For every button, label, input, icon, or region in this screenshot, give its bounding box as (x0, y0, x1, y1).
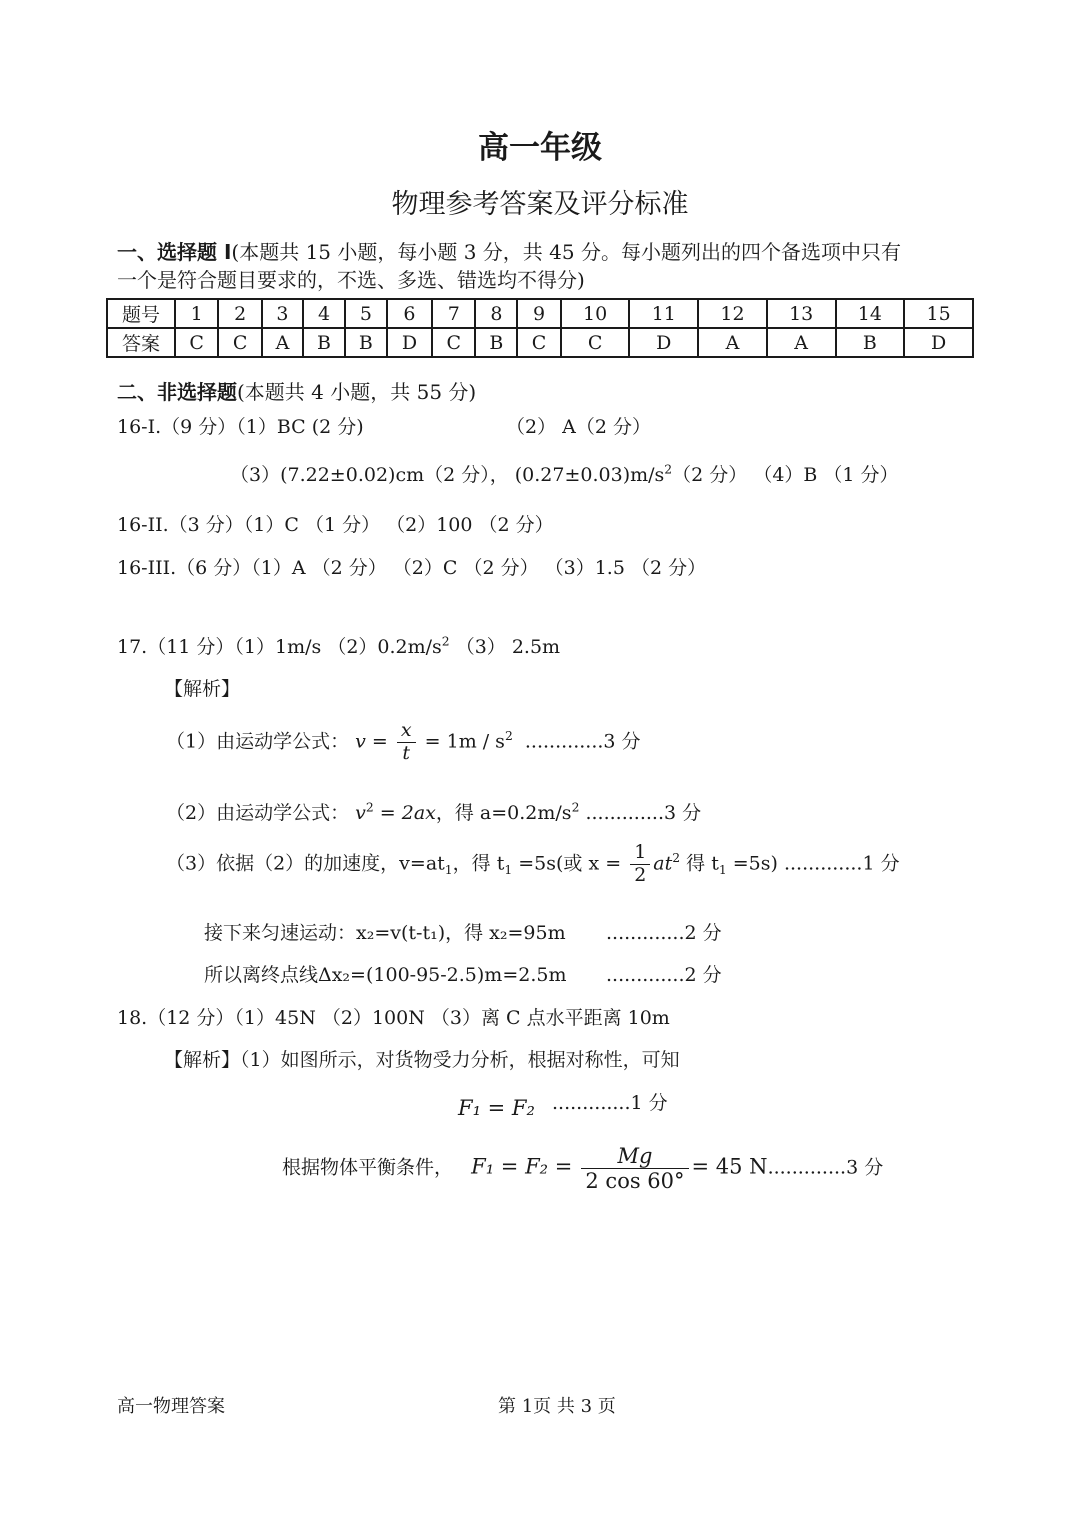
q17-s2-rhs: = 2ax (373, 802, 436, 824)
q17-s1-result: = 1m / s (424, 730, 505, 753)
table-cell: 7 (432, 299, 475, 328)
fraction-numerator: x (397, 720, 416, 743)
table-cell: C (432, 328, 475, 357)
q18-eq2-lhs: F₁ = F₂ = (471, 1154, 573, 1179)
subscript-1: 1 (718, 863, 727, 878)
table-cell: B (475, 328, 517, 357)
superscript-2: 2 (672, 851, 681, 866)
table-cell: 13 (767, 299, 836, 328)
fraction-numerator: Mg (581, 1144, 688, 1169)
q17-summary-a: 17.（11 分）（1）1m/s （2）0.2m/s (117, 636, 442, 658)
table-cell: 8 (475, 299, 517, 328)
q16-iii-line: 16-III.（6 分）（1）A （2 分） （2）C （2 分） （3）1.5 （2 分） (117, 557, 707, 579)
q16-i-line1b: （2） A（2 分） (506, 416, 651, 438)
answer-table (106, 298, 974, 358)
q17-summary-b: （3） 2.5m (449, 636, 561, 658)
table-header-number: 题号 (107, 299, 175, 328)
table-cell: 5 (345, 299, 387, 328)
section2-heading: 二、非选择题 (117, 380, 237, 404)
q17-s3-mid: ，得 t (452, 852, 505, 875)
table-cell: B (345, 328, 387, 357)
section2-desc: (本题共 4 小题，共 55 分) (237, 380, 477, 404)
table-cell: 1 (175, 299, 218, 328)
q17-s3-score: .............1 分 (783, 852, 900, 875)
q17-s3-tail2: =5s) (726, 852, 778, 875)
q17-step2 (166, 798, 701, 825)
q16-i-line2a: （3）(7.22±0.02)cm（2 分）， (0.27±0.03)m/s (230, 464, 665, 486)
table-cell: B (836, 328, 905, 357)
table-cell: 9 (517, 299, 560, 328)
table-cell: C (175, 328, 218, 357)
footer-page-number: 第 1页 共 3 页 (498, 1396, 616, 1417)
q18-eq1: F₁ = F₂ (458, 1096, 535, 1120)
q16-ii-line: 16-II.（3 分）（1）C （1 分） （2）100 （2 分） (117, 514, 554, 536)
table-cell: D (387, 328, 432, 357)
table-cell: A (262, 328, 303, 357)
section1-desc2: 一个是符合题目要求的，不选、多选、错选均不得分) (117, 268, 585, 292)
table-cell: C (517, 328, 560, 357)
subscript-1: 1 (444, 863, 453, 878)
table-cell: 6 (387, 299, 432, 328)
table-cell: 11 (629, 299, 698, 328)
q17-step1: （1）由运动学公式： v = $\frac{x}{t}$ = $1m / s^2$ .............3 分 (166, 719, 641, 764)
q17-step4-score: .............2 分 (606, 922, 722, 944)
fraction-denominator: 2 cos 60° (585, 1169, 685, 1194)
q16-i-line2 (230, 460, 899, 487)
fraction-mg-over-cos (581, 1144, 688, 1193)
q17-step5: 所以离终点线Δx₂=(100-95-2.5)m=2.5m (204, 964, 567, 986)
fraction-numerator: 1 (630, 842, 650, 865)
fraction-denominator: t (402, 741, 411, 764)
table-cell: 10 (561, 299, 630, 328)
q17-step5-score: .............2 分 (606, 964, 722, 986)
table-cell: D (629, 328, 698, 357)
q16-i-line1: 16-I.（9 分）（1）BC (2 分) (117, 416, 364, 438)
q17-s2-formula: v (355, 802, 366, 824)
q17-s2-score: .............3 分 (585, 802, 702, 824)
q18-eq2-rhs: = 45 N (691, 1154, 768, 1179)
q18-summary: 18.（12 分）（1）45N （2）100N （3）离 C 点水平距离 10m (117, 1007, 670, 1029)
q17-s3-mid2: =5s(或 x = (512, 852, 622, 875)
footer-left: 高一物理答案 (117, 1396, 225, 1417)
page-title: 高一年级 (478, 130, 602, 166)
q17-s2-mid: ，得 a=0.2m/s (435, 802, 572, 824)
subscript-1: 1 (504, 863, 513, 878)
q17-analysis-label: 【解析】 (164, 678, 241, 700)
table-header-answer: 答案 (107, 328, 175, 357)
table-cell: 14 (836, 299, 905, 328)
table-cell: D (904, 328, 973, 357)
table-cell: 15 (904, 299, 973, 328)
q17-s3-at: at (653, 852, 673, 875)
q17-s1-score: .............3 分 (524, 730, 641, 753)
table-cell: 3 (262, 299, 303, 328)
q18-eq2-prefix: 根据物体平衡条件， (282, 1156, 454, 1179)
section1-desc1: (本题共 15 小题，每小题 3 分，共 45 分。每小题列出的四个备选项中只有 (231, 240, 901, 264)
q17-s3-prefix: （3）依据（2）的加速度，v=at (166, 852, 445, 875)
table-cell: 4 (303, 299, 345, 328)
q18-analysis: 【解析】（1）如图所示，对货物受力分析，根据对称性，可知 (164, 1049, 680, 1071)
table-cell: A (767, 328, 836, 357)
table-cell: B (303, 328, 345, 357)
superscript-2: 2 (664, 462, 673, 477)
q17-step3 (166, 842, 900, 887)
table-cell: 2 (218, 299, 261, 328)
table-cell: A (698, 328, 767, 357)
superscript-2: 2 (504, 729, 513, 744)
q17-step4: 接下来匀速运动：x₂=v(t-t₁)，得 x₂=95m (204, 922, 566, 944)
fraction-denominator: 2 (634, 863, 647, 886)
q17-s3-tail: 得 t (680, 852, 719, 875)
fraction-x-over-t (397, 720, 416, 765)
superscript-2: 2 (441, 634, 450, 649)
table-cell: C (561, 328, 630, 357)
superscript-2: 2 (365, 800, 374, 815)
page-subtitle: 物理参考答案及评分标准 (391, 189, 689, 220)
fraction-one-half (630, 842, 650, 887)
section2-line (117, 376, 476, 405)
q18-eq2 (282, 1144, 883, 1193)
table-cell: 12 (698, 299, 767, 328)
section1-line1 (117, 236, 901, 265)
q17-s2-prefix: （2）由运动学公式： (166, 802, 350, 824)
q17-s1-v: v (355, 730, 366, 753)
superscript-2: 2 (571, 800, 580, 815)
q16-i-line2b: （2 分） （4）B （1 分） (672, 464, 899, 486)
q18-eq1-score: .............1 分 (552, 1092, 668, 1114)
q17-s1-prefix: （1）由运动学公式： (166, 730, 350, 753)
table-row-numbers (107, 299, 973, 328)
section1-heading: 一、选择题 I (117, 240, 232, 264)
table-row-answers (107, 328, 973, 357)
q18-eq2-score: .............3 分 (767, 1156, 884, 1179)
q17-summary (117, 632, 560, 659)
table-cell: C (218, 328, 261, 357)
